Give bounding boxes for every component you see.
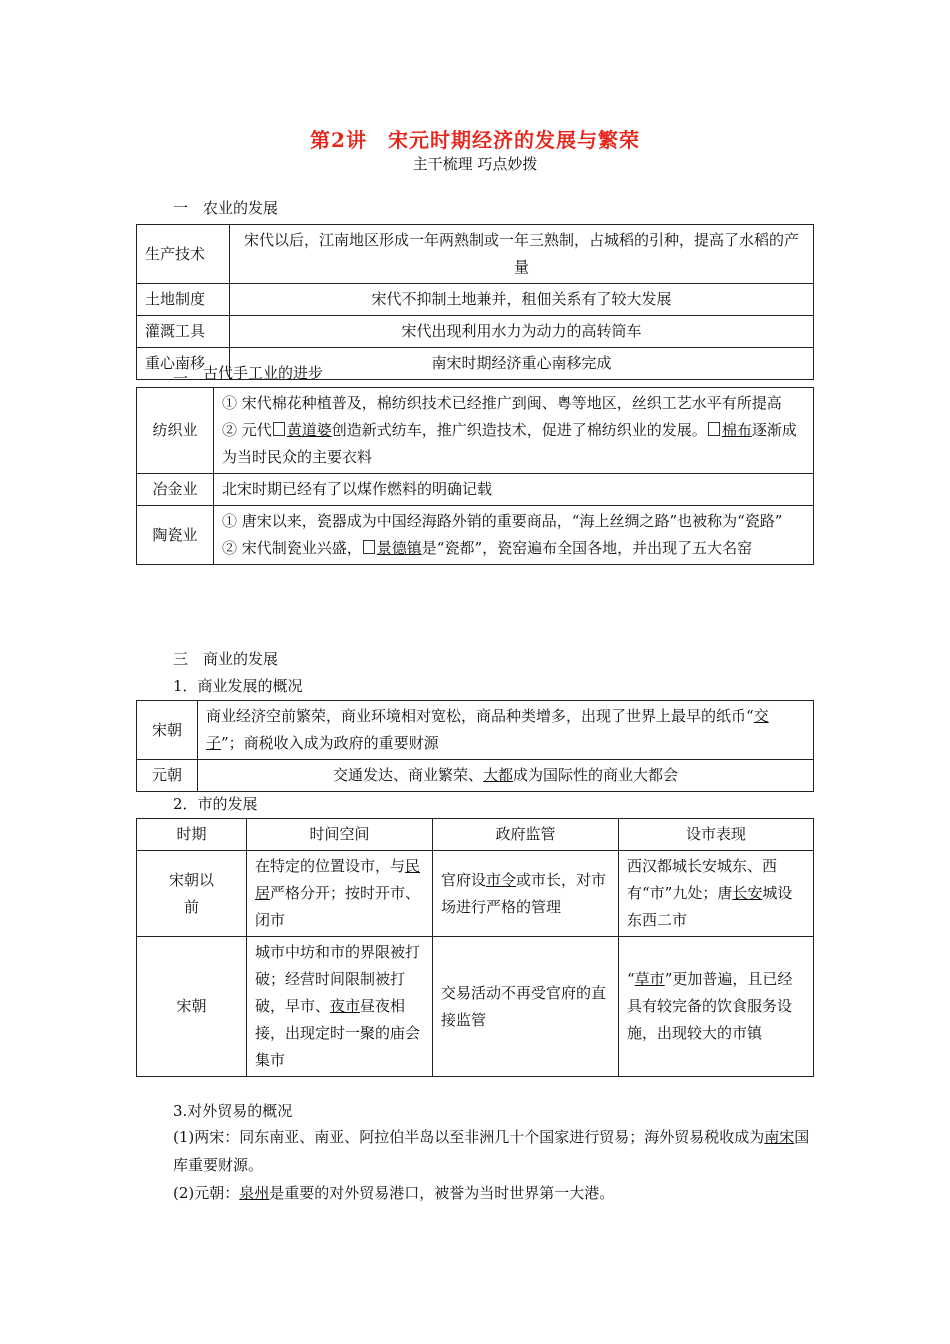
underlined-answer: 夜市 — [330, 997, 361, 1015]
text-segment: 西汉都城长安城东、西有“市”九处；唐 — [627, 857, 778, 902]
commerce-subheading-3: 3.对外贸易的概况 — [173, 1102, 293, 1120]
underlined-answer: 南宋 — [764, 1128, 795, 1146]
textile-point-2 — [222, 417, 805, 471]
text-segment: 国库重要财源。 — [173, 1128, 810, 1174]
table-row — [137, 701, 814, 760]
underlined-answer: 大都 — [482, 766, 513, 784]
text-segment: ② 元代 — [222, 421, 272, 439]
government-cell: 交易活动不再受官府的直接监管 — [433, 937, 619, 1077]
row-text — [214, 506, 814, 565]
table-row — [137, 474, 814, 506]
market-table — [136, 818, 814, 1077]
row-label: 灌溉工具 — [137, 316, 230, 348]
row-label: 纺织业 — [137, 388, 214, 474]
text-segment: 城设东西二市 — [627, 884, 793, 929]
market-cell — [619, 851, 814, 937]
text-segment: 在特定的位置设市，与 — [255, 857, 406, 875]
text-segment: 昼夜相接，出现定时一聚的庙会集市 — [255, 997, 421, 1069]
text-segment: (1)两宋：同东南亚、南亚、阿拉伯半岛以至非洲几十个国家进行贸易；海外贸易税收成为 — [173, 1128, 765, 1146]
page-title: 第2讲 宋元时期经济的发展与繁荣 — [310, 128, 640, 152]
underlined-answer: 泉州 — [239, 1184, 270, 1202]
text-segment: 城市中坊和市的界限被打破；经营时间限制被打破，早市、 — [255, 943, 421, 1015]
row-label: 宋朝 — [137, 701, 198, 760]
text-segment: 商业经济空前繁荣，商业环境相对宽松，商品种类增多，出现了世界上最早的纸币“ — [206, 707, 754, 725]
text-segment: 逐渐成为当时民众的主要衣料 — [222, 421, 797, 466]
section-commerce-heading: 三 商业的发展 — [173, 650, 279, 668]
government-cell — [433, 851, 619, 937]
row-text — [214, 388, 814, 474]
underlined-answer: 市令 — [486, 870, 517, 889]
text-segment: 官府设 — [441, 870, 487, 889]
row-text — [198, 760, 814, 792]
text-segment: 严格分开；按时开市、闭市 — [255, 884, 421, 929]
ceramic-point-1: ① 唐宋以来，瓷器成为中国经海路外销的重要商品，“海上丝绸之路”也被称为“瓷路” — [222, 512, 783, 530]
column-header: 设市表现 — [619, 819, 814, 851]
page-subtitle: 主干梳理 巧点妙拨 — [412, 155, 538, 173]
row-text: 南宋时期经济重心南移完成 — [230, 348, 814, 380]
text-segment: 交通发达、商业繁荣、 — [332, 766, 483, 784]
column-header: 时间空间 — [247, 819, 433, 851]
space-cell — [247, 937, 433, 1077]
space-cell — [247, 851, 433, 937]
commerce-subheading-1: 1．商业发展的概况 — [173, 677, 303, 695]
period-cell: 宋朝 — [137, 937, 247, 1077]
text-segment: ② 宋代制瓷业兴盛， — [222, 539, 362, 557]
table-row — [137, 851, 814, 937]
text-segment: 或市长，对市场进行严格的管理 — [441, 870, 607, 916]
row-label: 重心南移 — [137, 348, 230, 380]
text-segment: 创造新式纺车，推广织造技术，促进了棉纺织业的发展。 — [331, 421, 707, 439]
text-segment: ”更加普遍，且已经具有较完备的饮食服务设施，出现较大的市镇 — [627, 970, 793, 1042]
handicraft-table — [136, 387, 814, 565]
agriculture-table — [136, 224, 814, 380]
underlined-answer: 草市 — [634, 970, 665, 988]
underlined-answer: 棉布 — [721, 421, 752, 439]
text-segment: (2)元朝： — [173, 1184, 240, 1202]
row-label: 陶瓷业 — [137, 506, 214, 565]
row-text: 宋代不抑制土地兼并，租佃关系有了较大发展 — [230, 284, 814, 316]
text-segment: “ — [627, 970, 635, 988]
underlined-answer: 景德镇 — [376, 539, 422, 557]
section-agriculture-heading: 一 农业的发展 — [173, 199, 279, 217]
row-text — [198, 701, 814, 760]
table-row — [137, 506, 814, 565]
textile-point-1: ① 宋代棉花种植普及，棉纺织技术已经推广到闽、粤等地区，丝织工艺水平有所提高 — [222, 394, 782, 412]
section-handicraft-heading: 二 古代手工业的进步 — [173, 364, 324, 382]
blank-box-icon — [273, 422, 285, 436]
row-label: 元朝 — [137, 760, 198, 792]
blank-box-icon — [363, 540, 375, 554]
trade-paragraph-1 — [173, 1123, 813, 1179]
row-label: 生产技术 — [137, 225, 230, 284]
table-header-row — [137, 819, 814, 851]
table-row — [137, 388, 814, 474]
underlined-answer: 民居 — [255, 857, 421, 902]
row-text: 宋代出现利用水力为动力的高转筒车 — [230, 316, 814, 348]
row-text: 宋代以后，江南地区形成一年两熟制或一年三熟制，占城稻的引种，提高了水稻的产量 — [230, 225, 814, 284]
text-segment: 是重要的对外贸易港口，被誉为当时世界第一大港。 — [269, 1184, 615, 1202]
table-row — [137, 284, 814, 316]
period-cell: 宋朝以前 — [137, 851, 247, 937]
row-label: 冶金业 — [137, 474, 214, 506]
underlined-answer: 交子 — [206, 707, 769, 752]
text-segment: 成为国际性的商业大都会 — [513, 766, 679, 784]
commerce-subheading-2: 2．市的发展 — [173, 795, 258, 813]
underlined-answer: 黄道婆 — [286, 421, 332, 439]
market-cell — [619, 937, 814, 1077]
ceramic-point-2 — [222, 535, 805, 562]
table-row — [137, 225, 814, 284]
text-segment: 是“瓷都”，瓷窑遍布全国各地，并出现了五大名窑 — [421, 539, 753, 557]
table-row — [137, 316, 814, 348]
commerce-overview-table — [136, 700, 814, 792]
blank-box-icon — [708, 422, 720, 436]
column-header: 时期 — [137, 819, 247, 851]
row-text: 北宋时期已经有了以煤作燃料的明确记载 — [214, 474, 814, 506]
table-row — [137, 760, 814, 792]
text-segment: ”；商税收入成为政府的重要财源 — [221, 734, 439, 752]
underlined-answer: 长安 — [732, 884, 763, 902]
row-label: 土地制度 — [137, 284, 230, 316]
trade-paragraph-2 — [173, 1179, 813, 1207]
column-header: 政府监管 — [433, 819, 619, 851]
table-row — [137, 937, 814, 1077]
